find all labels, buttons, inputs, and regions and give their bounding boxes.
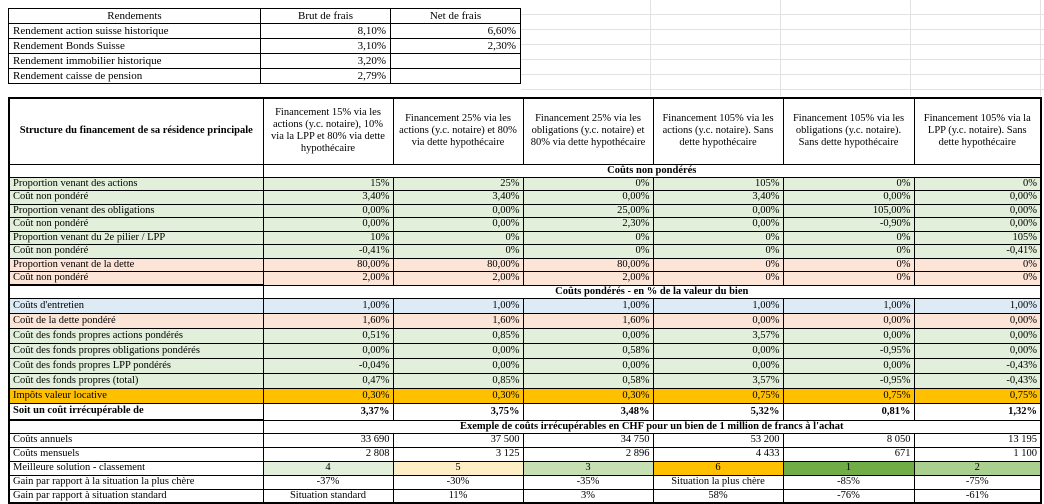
total-cell[interactable]: 1,32% bbox=[914, 403, 1041, 420]
table-row bbox=[9, 191, 1041, 205]
section-header[interactable]: Exemple de coûts irrécupérables en CHF pour un bien de 1 million de francs à l'achat bbox=[263, 420, 1041, 433]
value-cell[interactable]: 0,85% bbox=[393, 328, 523, 343]
value-cell[interactable]: 0% bbox=[783, 245, 914, 259]
table-row bbox=[9, 343, 1041, 358]
value-cell[interactable]: -75% bbox=[914, 475, 1041, 489]
value-cell[interactable]: 0% bbox=[523, 177, 653, 191]
value-cell[interactable]: 2,30% bbox=[391, 39, 521, 54]
value-cell[interactable]: 3,20% bbox=[261, 54, 391, 69]
value-cell[interactable]: 0,00% bbox=[783, 313, 914, 328]
value-cell[interactable]: 0,00% bbox=[523, 328, 653, 343]
rank-cell[interactable]: 4 bbox=[263, 461, 393, 475]
value-cell[interactable]: 0,30% bbox=[393, 388, 523, 403]
scenario-header-5[interactable]: Financement 105% via les obligations (y.c. notaire). Sans dette hypothécaire bbox=[783, 98, 914, 164]
row-label[interactable]: Coûts d'entretien bbox=[9, 298, 263, 313]
value-cell[interactable]: 0% bbox=[783, 231, 914, 245]
rendements-header[interactable]: Rendements bbox=[9, 9, 261, 24]
value-cell[interactable]: 2,00% bbox=[263, 272, 393, 286]
financement-table bbox=[8, 97, 1042, 504]
rank-cell[interactable]: 6 bbox=[653, 461, 783, 475]
value-cell[interactable]: 0% bbox=[914, 177, 1041, 191]
value-cell[interactable]: 1,60% bbox=[523, 313, 653, 328]
value-cell[interactable]: 0% bbox=[393, 245, 523, 259]
value-cell[interactable]: -85% bbox=[783, 475, 914, 489]
section-header-row bbox=[9, 420, 1041, 433]
empty-cell[interactable] bbox=[9, 164, 263, 177]
value-cell[interactable]: 0,75% bbox=[914, 388, 1041, 403]
row-label[interactable]: Proportion venant de la dette bbox=[9, 258, 263, 272]
value-cell[interactable]: 0,00% bbox=[393, 204, 523, 218]
value-cell[interactable]: -0,90% bbox=[783, 218, 914, 232]
value-cell[interactable]: 25,00% bbox=[523, 204, 653, 218]
row-label[interactable]: Coût non pondéré bbox=[9, 191, 263, 205]
value-cell[interactable]: 0% bbox=[783, 258, 914, 272]
table-title[interactable]: Structure du financement de sa résidence principale bbox=[9, 98, 263, 164]
value-cell[interactable]: -0,43% bbox=[914, 373, 1041, 388]
value-cell[interactable]: 0,75% bbox=[653, 388, 783, 403]
value-cell[interactable]: 0,00% bbox=[653, 218, 783, 232]
value-cell[interactable]: 0% bbox=[523, 231, 653, 245]
value-cell[interactable]: -0,04% bbox=[263, 358, 393, 373]
table-row bbox=[9, 24, 521, 39]
empty-cell[interactable] bbox=[9, 285, 263, 298]
value-cell[interactable]: 0,00% bbox=[783, 191, 914, 205]
table-row bbox=[9, 177, 1041, 191]
row-label[interactable]: Coût non pondéré bbox=[9, 218, 263, 232]
value-cell[interactable]: 25% bbox=[393, 177, 523, 191]
value-cell[interactable]: 1,00% bbox=[914, 298, 1041, 313]
value-cell[interactable]: 0,85% bbox=[393, 373, 523, 388]
empty-cell[interactable] bbox=[9, 420, 263, 433]
value-cell[interactable]: 8,10% bbox=[261, 24, 391, 39]
rank-cell[interactable]: 1 bbox=[783, 461, 914, 475]
value-cell[interactable]: 0,00% bbox=[914, 204, 1041, 218]
value-cell[interactable] bbox=[391, 69, 521, 84]
table-row bbox=[9, 489, 1041, 503]
value-cell[interactable]: -0,41% bbox=[263, 245, 393, 259]
value-cell[interactable]: 0,58% bbox=[523, 373, 653, 388]
value-cell[interactable]: 2,79% bbox=[261, 69, 391, 84]
value-cell[interactable]: 0% bbox=[783, 177, 914, 191]
value-cell[interactable]: 1,00% bbox=[523, 298, 653, 313]
value-cell[interactable]: 0,00% bbox=[263, 204, 393, 218]
value-cell[interactable]: 2,00% bbox=[523, 272, 653, 286]
section-header[interactable]: Coûts non pondérés bbox=[263, 164, 1041, 177]
total-cell[interactable]: 3,75% bbox=[393, 403, 523, 420]
brut-de-frais-header[interactable]: Brut de frais bbox=[261, 9, 391, 24]
table-row bbox=[9, 447, 1041, 461]
row-label[interactable]: Gain par rapport à la situation la plus chère bbox=[9, 475, 263, 489]
row-label[interactable]: Coût non pondéré bbox=[9, 245, 263, 259]
value-cell[interactable]: 0,00% bbox=[393, 218, 523, 232]
value-cell[interactable]: 80,00% bbox=[263, 258, 393, 272]
value-cell[interactable]: 15% bbox=[263, 177, 393, 191]
table-row bbox=[9, 204, 1041, 218]
value-cell[interactable]: 0% bbox=[653, 258, 783, 272]
net-de-frais-header[interactable]: Net de frais bbox=[391, 9, 521, 24]
row-label[interactable]: Proportion venant du 2e pilier / LPP bbox=[9, 231, 263, 245]
row-label[interactable]: Rendement caisse de pension bbox=[9, 69, 261, 84]
section-header-row bbox=[9, 164, 1041, 177]
value-cell[interactable]: 0,00% bbox=[653, 313, 783, 328]
value-cell[interactable]: 0% bbox=[783, 272, 914, 286]
value-cell[interactable]: 0,00% bbox=[523, 358, 653, 373]
table-row bbox=[9, 258, 1041, 272]
row-label[interactable]: Proportion venant des actions bbox=[9, 177, 263, 191]
table-row bbox=[9, 313, 1041, 328]
value-cell[interactable]: 3,57% bbox=[653, 328, 783, 343]
value-cell[interactable]: 3 125 bbox=[393, 447, 523, 461]
table-row bbox=[9, 69, 521, 84]
row-label[interactable]: Rendement immobilier historique bbox=[9, 54, 261, 69]
scenario-header-2[interactable]: Financement 25% via les actions (y.c. notaire) et 80% via dette hypothécaire bbox=[393, 98, 523, 164]
value-cell[interactable]: -35% bbox=[523, 475, 653, 489]
value-cell[interactable]: 37 500 bbox=[393, 433, 523, 447]
total-cell[interactable]: 0,81% bbox=[783, 403, 914, 420]
section-header[interactable]: Coûts pondérés - en % de la valeur du bien bbox=[263, 285, 1041, 298]
scenario-header-6[interactable]: Financement 105% via la LPP (y.c. notaire). Sans dette hypothécaire bbox=[914, 98, 1041, 164]
value-cell[interactable]: 2,30% bbox=[523, 218, 653, 232]
value-cell[interactable]: 3,40% bbox=[653, 191, 783, 205]
value-cell[interactable]: 0,00% bbox=[653, 358, 783, 373]
value-cell[interactable]: 0,00% bbox=[914, 313, 1041, 328]
row-label[interactable]: Impôts valeur locative bbox=[9, 388, 263, 403]
row-label[interactable]: Rendement action suisse historique bbox=[9, 24, 261, 39]
value-cell[interactable]: 34 750 bbox=[523, 433, 653, 447]
value-cell[interactable]: 1,00% bbox=[393, 298, 523, 313]
value-cell[interactable]: 0% bbox=[523, 245, 653, 259]
rank-cell[interactable]: 5 bbox=[393, 461, 523, 475]
value-cell[interactable]: 0,30% bbox=[523, 388, 653, 403]
table-row bbox=[9, 245, 1041, 259]
value-cell[interactable]: -0,41% bbox=[914, 245, 1041, 259]
value-cell[interactable]: 2 896 bbox=[523, 447, 653, 461]
row-label[interactable]: Gain par rapport à situation standard bbox=[9, 489, 263, 503]
value-cell[interactable]: 11% bbox=[393, 489, 523, 503]
value-cell[interactable]: 3,40% bbox=[393, 191, 523, 205]
value-cell[interactable]: 0,00% bbox=[263, 218, 393, 232]
value-cell[interactable]: 0,51% bbox=[263, 328, 393, 343]
value-cell[interactable]: 0,00% bbox=[653, 204, 783, 218]
value-cell[interactable]: 0% bbox=[914, 258, 1041, 272]
total-cell[interactable]: 3,37% bbox=[263, 403, 393, 420]
value-cell[interactable]: 0,00% bbox=[523, 191, 653, 205]
section-header-row bbox=[9, 285, 1041, 298]
table-row bbox=[9, 272, 1041, 286]
value-cell[interactable]: 105,00% bbox=[783, 204, 914, 218]
rank-cell[interactable]: 3 bbox=[523, 461, 653, 475]
table-row bbox=[9, 475, 1041, 489]
row-label[interactable]: Rendement Bonds Suisse bbox=[9, 39, 261, 54]
value-cell[interactable]: 105% bbox=[914, 231, 1041, 245]
value-cell[interactable]: 0,00% bbox=[914, 191, 1041, 205]
value-cell[interactable]: 80,00% bbox=[393, 258, 523, 272]
value-cell[interactable]: 0,47% bbox=[263, 373, 393, 388]
value-cell[interactable]: 0,00% bbox=[783, 358, 914, 373]
value-cell[interactable]: 1,60% bbox=[393, 313, 523, 328]
table-row bbox=[9, 54, 521, 69]
value-cell[interactable]: 0,00% bbox=[914, 328, 1041, 343]
value-cell[interactable]: 0,00% bbox=[914, 218, 1041, 232]
value-cell[interactable]: 0,00% bbox=[263, 343, 393, 358]
table-row bbox=[9, 373, 1041, 388]
value-cell[interactable]: 0% bbox=[653, 245, 783, 259]
value-cell[interactable]: -76% bbox=[783, 489, 914, 503]
row-label[interactable]: Coûts annuels bbox=[9, 433, 263, 447]
value-cell[interactable]: 0,00% bbox=[914, 343, 1041, 358]
value-cell[interactable]: 0,58% bbox=[523, 343, 653, 358]
value-cell[interactable]: 1,00% bbox=[653, 298, 783, 313]
value-cell[interactable]: 1,60% bbox=[263, 313, 393, 328]
value-cell[interactable]: 53 200 bbox=[653, 433, 783, 447]
value-cell[interactable] bbox=[391, 54, 521, 69]
value-cell[interactable]: 0,00% bbox=[783, 328, 914, 343]
row-label[interactable]: Soit un coût irrécupérable de bbox=[9, 403, 263, 420]
value-cell[interactable]: Situation la plus chère bbox=[653, 475, 783, 489]
value-cell[interactable]: 0% bbox=[393, 231, 523, 245]
table-header-row bbox=[9, 9, 521, 24]
value-cell[interactable]: 0% bbox=[653, 231, 783, 245]
table-row bbox=[9, 218, 1041, 232]
value-cell[interactable]: -0,95% bbox=[783, 343, 914, 358]
value-cell[interactable]: 3,57% bbox=[653, 373, 783, 388]
row-label[interactable]: Coût des fonds propres (total) bbox=[9, 373, 263, 388]
table-row bbox=[9, 358, 1041, 373]
value-cell[interactable]: 0,00% bbox=[393, 343, 523, 358]
table-row bbox=[9, 298, 1041, 313]
value-cell[interactable]: -37% bbox=[263, 475, 393, 489]
value-cell[interactable]: Situation standard bbox=[263, 489, 393, 503]
row-label[interactable]: Coûts mensuels bbox=[9, 447, 263, 461]
table-header-row bbox=[9, 98, 1041, 164]
value-cell[interactable]: -0,95% bbox=[783, 373, 914, 388]
value-cell[interactable]: 10% bbox=[263, 231, 393, 245]
value-cell[interactable]: 1,00% bbox=[263, 298, 393, 313]
value-cell[interactable]: 0,00% bbox=[653, 343, 783, 358]
value-cell[interactable]: 0,75% bbox=[783, 388, 914, 403]
row-label[interactable]: Coût des fonds propres actions pondérés bbox=[9, 328, 263, 343]
table-row bbox=[9, 39, 521, 54]
table-row bbox=[9, 433, 1041, 447]
value-cell[interactable]: 13 195 bbox=[914, 433, 1041, 447]
value-cell[interactable]: 1,00% bbox=[783, 298, 914, 313]
row-label[interactable]: Proportion venant des obligations bbox=[9, 204, 263, 218]
value-cell[interactable]: -0,43% bbox=[914, 358, 1041, 373]
value-cell[interactable]: 1 100 bbox=[914, 447, 1041, 461]
table-row bbox=[9, 231, 1041, 245]
value-cell[interactable]: 6,60% bbox=[391, 24, 521, 39]
value-cell[interactable]: 0% bbox=[653, 272, 783, 286]
value-cell[interactable]: 2,00% bbox=[393, 272, 523, 286]
value-cell[interactable]: 4 433 bbox=[653, 447, 783, 461]
total-cell[interactable]: 5,32% bbox=[653, 403, 783, 420]
value-cell[interactable]: -61% bbox=[914, 489, 1041, 503]
total-row bbox=[9, 403, 1041, 420]
table-row bbox=[9, 328, 1041, 343]
scenario-header-3[interactable]: Financement 25% via les obligations (y.c. notaire) et 80% via dette hypothécaire bbox=[523, 98, 653, 164]
value-cell[interactable]: 3,10% bbox=[261, 39, 391, 54]
value-cell[interactable]: 0,30% bbox=[263, 388, 393, 403]
row-label[interactable]: Coût de la dette pondéré bbox=[9, 313, 263, 328]
value-cell[interactable]: 3% bbox=[523, 489, 653, 503]
row-label[interactable]: Coût non pondéré bbox=[9, 272, 263, 286]
value-cell[interactable]: 105% bbox=[653, 177, 783, 191]
rank-cell[interactable]: 2 bbox=[914, 461, 1041, 475]
total-cell[interactable]: 3,48% bbox=[523, 403, 653, 420]
row-label[interactable]: Meilleure solution - classement bbox=[9, 461, 263, 475]
value-cell[interactable]: 8 050 bbox=[783, 433, 914, 447]
value-cell[interactable]: 671 bbox=[783, 447, 914, 461]
table-row bbox=[9, 388, 1041, 403]
value-cell[interactable]: 33 690 bbox=[263, 433, 393, 447]
value-cell[interactable]: -30% bbox=[393, 475, 523, 489]
value-cell[interactable]: 58% bbox=[653, 489, 783, 503]
rendements-table bbox=[8, 8, 521, 84]
ranking-row bbox=[9, 461, 1041, 475]
value-cell[interactable]: 0% bbox=[914, 272, 1041, 286]
scenario-header-4[interactable]: Financement 105% via les actions (y.c. notaire). Sans dette hypothécaire bbox=[653, 98, 783, 164]
value-cell[interactable]: 2 808 bbox=[263, 447, 393, 461]
value-cell[interactable]: 0,00% bbox=[393, 358, 523, 373]
row-label[interactable]: Coût des fonds propres LPP pondérés bbox=[9, 358, 263, 373]
spreadsheet-gridlines bbox=[521, 0, 1044, 96]
value-cell[interactable]: 80,00% bbox=[523, 258, 653, 272]
scenario-header-1[interactable]: Financement 15% via les actions (y.c. notaire), 10% via la LPP et 80% via dette hypothécaire bbox=[263, 98, 393, 164]
row-label[interactable]: Coût des fonds propres obligations pondérés bbox=[9, 343, 263, 358]
value-cell[interactable]: 3,40% bbox=[263, 191, 393, 205]
